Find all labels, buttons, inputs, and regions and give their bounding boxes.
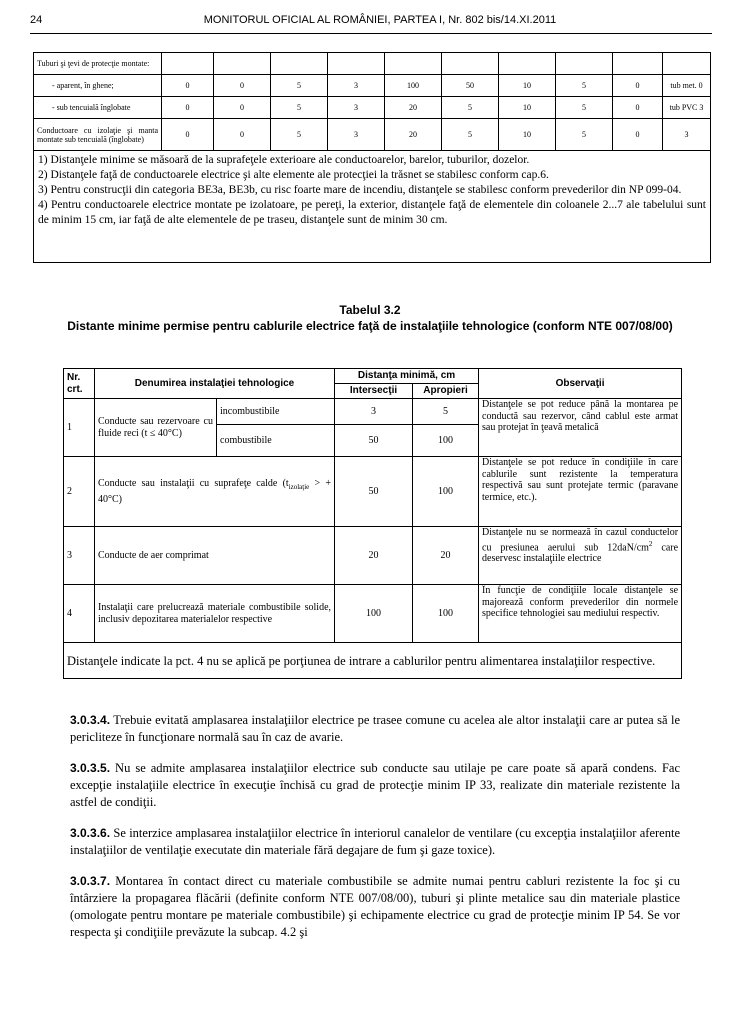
publication-title: MONITORUL OFICIAL AL ROMÂNIEI, PARTEA I, Nr. 802 bis/14.XI.2011 — [203, 14, 557, 26]
note-1: 1) Distanţele minime se măsoară de la suprafeţele exterioare ale conductoarelor, barelor, tuburilor, dozelor. — [38, 154, 530, 166]
cell: 3 — [328, 119, 385, 151]
obs-cell: 3 — [663, 119, 711, 151]
row-label: - sub tencuială înglobate — [34, 97, 162, 119]
table-row — [34, 53, 711, 75]
cell: 0 — [613, 75, 663, 97]
cell: 5 — [271, 119, 328, 151]
cell: 5 — [556, 75, 613, 97]
cell: 50 — [442, 75, 499, 97]
name-text: Conducte sau instalaţii cu suprafeţe calde (t — [98, 478, 289, 489]
cell-apropieri: 5 — [413, 399, 479, 425]
page-header — [0, 14, 729, 30]
cell: 0 — [162, 97, 214, 119]
cell: 20 — [385, 97, 442, 119]
cell: 5 — [442, 119, 499, 151]
cell: 20 — [385, 119, 442, 151]
body-paragraphs — [70, 712, 680, 955]
paragraph — [70, 760, 680, 811]
cell-apropieri: 100 — [413, 585, 479, 643]
table-notes — [34, 151, 711, 263]
table-row — [34, 75, 711, 97]
row-observatii: Distanţele se pot reduce până la montarea pe conductă sau rezervor, când cablul este armat sau protejat în ţeavă metalică — [479, 399, 682, 457]
cell: 0 — [162, 119, 214, 151]
cell: 10 — [499, 97, 556, 119]
paragraph — [70, 712, 680, 746]
cell: 0 — [214, 119, 271, 151]
name-text: > + 40°C) — [98, 478, 332, 505]
obs-superscript: 2 — [648, 539, 653, 548]
paragraph-text: Trebuie evitată amplasarea instalaţiilor electrice pe trasee comune cu acelea ale altor instalaţii care ar putea să le pericliteze în funcţionare normală sau în caz de avarie. — [70, 713, 680, 744]
table-3-2-caption — [60, 302, 680, 334]
header-row — [64, 369, 682, 384]
page-number: 24 — [30, 14, 43, 26]
paragraph-number: 3.0.3.5. — [70, 761, 111, 775]
cell: 3 — [328, 97, 385, 119]
row-nr: 3 — [64, 527, 95, 585]
header-intersectii: Intersecţii — [335, 384, 413, 399]
row-name — [95, 457, 335, 527]
cell: 0 — [214, 75, 271, 97]
note-4: 4) Pentru conductoarele electrice montate pe izolatoare, pe pereţi, la exterior, distanţele faţă de elementele din coloanele 2...7 ale tabelului sunt de minim 15 cm, iar faţă de alte elementele de pe traseu, distanţele sunt de minim 30 cm. — [38, 199, 706, 226]
header-observatii: Observaţii — [479, 369, 682, 399]
cell: 0 — [214, 97, 271, 119]
cell: 5 — [556, 119, 613, 151]
distance-table-continuation — [33, 52, 711, 263]
header-denumire: Denumirea instalaţiei tehnologice — [95, 369, 335, 399]
notes-row — [34, 151, 711, 263]
paragraph-text: Se interzice amplasarea instalaţiilor electrice în interiorul canalelor de ventilare (cu excepţia instalaţiilor aferente instalaţiilor de ventilaţie executate din materiale fără degajare de fum şi gaze toxice). — [70, 826, 680, 857]
paragraph-text: Nu se admite amplasarea instalaţiilor electrice sub conducte sau utilaje pe care poate să apară condens. Fac excepţie instalaţiile electrice în execuţie închisă cu grad de protecţie minim IP 33, realizate din materiale rezistente la astfel de condiţii. — [70, 761, 680, 809]
row-nr: 2 — [64, 457, 95, 527]
obs-cell: tub met. 0 — [663, 75, 711, 97]
row-subtype: incombustibile — [217, 399, 335, 425]
paragraph-number: 3.0.3.7. — [70, 874, 111, 888]
cell: 0 — [613, 97, 663, 119]
row-label: Conductoare cu izolaţie şi manta montate sub tencuială (înglobate) — [34, 119, 162, 151]
footnote-row — [64, 643, 682, 679]
cell-intersectii: 3 — [335, 399, 413, 425]
table-row — [34, 97, 711, 119]
cell: 5 — [271, 97, 328, 119]
row-observatii — [479, 527, 682, 585]
paragraph — [70, 825, 680, 859]
table-row — [64, 527, 682, 585]
name-subscript: izolaţie — [288, 483, 310, 491]
note-2: 2) Distanţele faţă de conductoarele electrice şi alte elemente ale protecţiei la trăsnet se stabilesc conform cap.6. — [38, 169, 549, 181]
cell-apropieri: 100 — [413, 425, 479, 457]
table-row — [64, 457, 682, 527]
cell: 3 — [328, 75, 385, 97]
obs-cell: tub PVC 3 — [663, 97, 711, 119]
cell-apropieri: 20 — [413, 527, 479, 585]
header-distanta: Distanţa minimă, cm — [335, 369, 479, 384]
cell: 5 — [442, 97, 499, 119]
row-subtype: combustibile — [217, 425, 335, 457]
cell-intersectii: 50 — [335, 425, 413, 457]
cell-apropieri: 100 — [413, 457, 479, 527]
row-label: - aparent, în ghene; — [34, 75, 162, 97]
cell: 10 — [499, 75, 556, 97]
cell-intersectii: 100 — [335, 585, 413, 643]
table-row — [34, 119, 711, 151]
header-nr: Nr. crt. — [64, 369, 95, 399]
paragraph-number: 3.0.3.4. — [70, 713, 111, 727]
cell: 5 — [556, 97, 613, 119]
table-subtitle: Distante minime permise pentru cablurile electrice faţă de instalaţiile tehnologice (conform NTE 007/08/00) — [67, 319, 673, 333]
paragraph — [70, 873, 680, 941]
row-nr: 4 — [64, 585, 95, 643]
cell-intersectii: 50 — [335, 457, 413, 527]
row-name: Conducte de aer comprimat — [95, 527, 335, 585]
table-row — [64, 399, 682, 425]
table-title: Tabelul 3.2 — [339, 303, 401, 317]
cell: 100 — [385, 75, 442, 97]
cell: 0 — [613, 119, 663, 151]
header-apropieri: Apropieri — [413, 384, 479, 399]
row-name: Instalaţii care prelucrează materiale combustibile solide, inclusiv depozitarea materialelor respective — [95, 585, 335, 643]
row-name: Conducte sau rezervoare cu fluide reci (t ≤ 40°C) — [95, 399, 217, 457]
row-label: Tuburi şi ţevi de protecţie montate: — [34, 53, 162, 75]
row-observatii: În funcţie de condiţiile locale distanţele se majorează conform prevederilor din normele specifice tehnologiei sau mediului respectiv. — [479, 585, 682, 643]
paragraph-text: Montarea în contact direct cu materiale combustibile se admite numai pentru cabluri rezistente la foc şi cu întârziere la propagarea flăcării (definite conform NTE 007/08/00), tuburi şi plinte metalice sau din materiale plastice (omologate pentru montare pe materiale combustibile) şi echipamente electrice cu grad de protecţie minim IP 54. Se vor respecta şi condiţiile prevăzute la subcap. 4.2 şi — [70, 874, 680, 939]
cell-intersectii: 20 — [335, 527, 413, 585]
header-rule — [30, 33, 712, 34]
row-nr: 1 — [64, 399, 95, 457]
paragraph-number: 3.0.3.6. — [70, 826, 111, 840]
cell: 0 — [162, 75, 214, 97]
note-3: 3) Pentru construcţii din categoria BE3a, BE3b, cu risc foarte mare de incendiu, distanţele se stabilesc conform prevederilor din NP 099-04. — [38, 184, 682, 196]
obs-text: care deservesc instalaţiile electrice — [482, 541, 679, 565]
table-footnote: Distanţele indicate la pct. 4 nu se aplică pe porţiunea de intrare a cablurilor pentru alimentarea instalaţiilor respective. — [64, 643, 682, 679]
cell: 10 — [499, 119, 556, 151]
row-observatii: Distanţele se pot reduce în condiţiile în care cablurile sunt rezistente la temperatura respectivă sau sunt protejate termic (paravane termice, etc.). — [479, 457, 682, 527]
table-row — [64, 585, 682, 643]
table-3-2 — [63, 368, 682, 679]
cell: 5 — [271, 75, 328, 97]
obs-text: Distanţele nu se normează în cazul conductelor cu presiunea aerului sub 12daN/cm — [482, 527, 679, 553]
